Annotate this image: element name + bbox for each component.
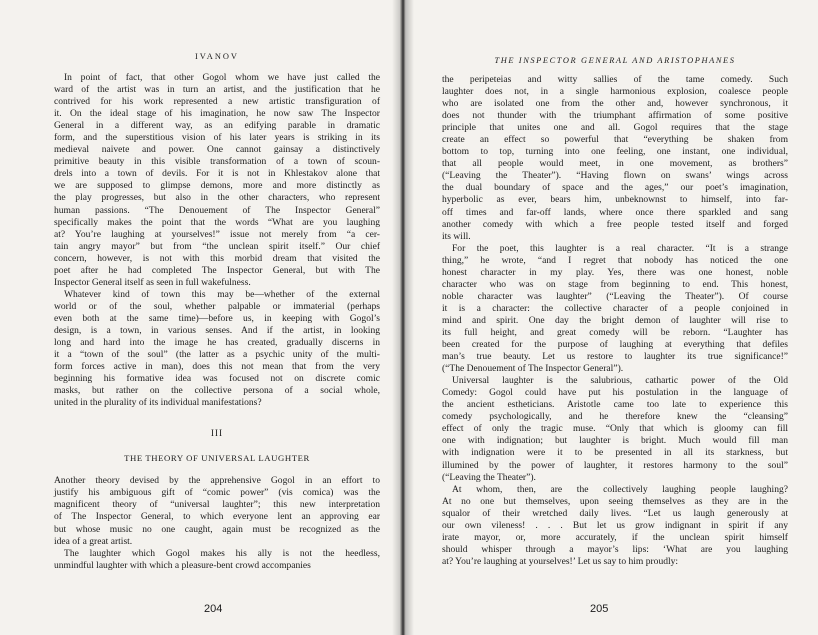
paragraph	[442, 375, 788, 483]
text-line: off times and far-off lands, where once there sparkled and sang	[442, 206, 788, 218]
left-page-body-continued	[54, 475, 380, 571]
text-line: with indignation were it to be presented in all its starkness, but	[442, 447, 788, 459]
text-line: drels into a town of devils. For it is not in Khlestakov alone that	[54, 168, 380, 180]
text-line: form, and the superstitious vision of his later years is striking in its	[54, 132, 380, 144]
text-line: human passions. “The Denouement of The Inspector General”	[54, 204, 380, 216]
text-line: poet after he had completed The Inspector General, but with The	[54, 264, 380, 276]
paragraph	[54, 289, 380, 409]
text-line: At no one but themselves, upon seeing themselves as they are in the	[442, 495, 788, 507]
running-head-right: THE INSPECTOR GENERAL AND ARISTOPHANES	[494, 56, 736, 65]
text-line: the peripeteias and witty sallies of the tame comedy. Such	[442, 74, 788, 85]
text-line: concern, however, is not with this morbid dream that visited the	[54, 252, 380, 264]
text-line: at? You’re laughing at yourselves!” issue not merely from “a cer-	[54, 228, 380, 240]
text-line: noble character was laughter” (“Leaving the Theater”). Of course	[442, 290, 788, 302]
text-line: another comedy with which a free people tested itself and forged	[442, 218, 788, 230]
text-line: the dual boundary of space and the ages,” our poet’s imagination,	[442, 182, 788, 194]
text-line: does not thunder with the triumphant affirmation of some positive	[442, 110, 788, 122]
text-line: design, is a town, in various senses. And if the artist, in looking	[54, 324, 380, 336]
text-line: masks, but rather on the collective persona of a social whole,	[54, 385, 380, 397]
text-line: specifically makes the point that the words “What are you laughing	[54, 216, 380, 228]
text-line: In point of fact, that other Gogol whom we have just called the	[64, 72, 380, 83]
left-page-body	[54, 72, 380, 409]
text-line: should whisper through a mayor’s lips: ‘What are you laughing	[442, 543, 788, 555]
text-line: illumined by the power of laughter, it restores harmony to the soul”	[442, 459, 788, 471]
text-line: its will.	[442, 230, 471, 242]
text-line: ward of the artist was in turn an artist, and the justification that he	[54, 84, 380, 96]
text-line: primitive beauty in this visible transformation of a town of scoun-	[54, 156, 380, 168]
text-line: the play progresses, but also in the other characters, who represent	[54, 192, 380, 204]
text-line: beginning his formative idea was focused not on discrete comic	[54, 373, 380, 385]
text-line: honest character in my play. Yes, there was one honest, noble	[442, 266, 788, 278]
paragraph	[442, 484, 788, 568]
text-line: laughter does not, in a single harmonious explosion, coalesce people	[442, 86, 788, 98]
text-line: principle that unites one and all. Gogol requires that the stage	[442, 122, 788, 134]
page-number-right: 205	[590, 603, 609, 615]
text-line: who are isolated one from the other and, however synchronous, it	[442, 98, 788, 110]
text-line: contrived for his work represented a new artistic transfiguration of	[54, 96, 380, 108]
text-line: The laughter which Gogol makes his ally is not the heedless,	[64, 547, 380, 559]
page-number-left: 204	[204, 603, 223, 615]
text-line: comedy psychologically, and he therefore knew the “cleansing”	[442, 411, 788, 423]
text-line: been created for the purpose of laughing at everything that defiles	[442, 339, 788, 351]
text-line: mind and spirit. One day the bright demon of laughter will rise to	[442, 314, 788, 326]
text-line: long and hard into the image he has created, gradually discerns in	[54, 337, 380, 349]
text-line: (“Leaving the Theater”). “Having flown on swans’ wings across	[442, 170, 788, 182]
text-line: tain angry mayor” but from “the unclean spirit itself.” Our chief	[54, 240, 380, 252]
text-line: hyperbolic as ever, bears him, unbeknownst to himself, into far-	[442, 194, 788, 206]
text-line: effect of only the tragic muse. “Only that which is gloomy can fill	[442, 423, 788, 435]
text-line: even both at the same time)—before us, in keeping with Gogol’s	[54, 312, 380, 324]
text-line: form forces active in man), does this not mean that from the very	[54, 361, 380, 373]
text-line: squalor of their wretched daily lives. “Let us laugh generously at	[442, 507, 788, 519]
paragraph	[442, 74, 788, 243]
text-line: Universal laughter is the salubrious, cathartic power of the Old	[452, 375, 788, 387]
text-line: At whom, then, are the collectively laughing people laughing?	[452, 483, 788, 495]
paragraph	[54, 548, 380, 572]
text-line: idea of a great artist.	[54, 535, 133, 547]
left-page	[0, 0, 400, 635]
text-line: justify his ambiguous gift of “comic power” (vis comica) was the	[54, 487, 380, 499]
text-line: General in a different way, as an edifying parable in dramatic	[54, 120, 380, 132]
paragraph	[54, 72, 380, 289]
text-line: man’s true beauty. Let us restore to laughter its true significance!”	[442, 351, 788, 363]
text-line: For the poet, this laughter is a real character. “It is a strange	[452, 242, 788, 254]
text-line: bottom to top, turning into one feeling, one instant, one individual,	[442, 146, 788, 158]
text-line: medieval naivete and power. One cannot gainsay a distinctively	[54, 144, 380, 156]
text-line: Comedy: Gogol could have put his postulation in the language of	[442, 387, 788, 399]
text-line: at? You’re laughing at yourselves!’ Let us say to him proudly:	[442, 555, 679, 567]
text-line: its full height, and great comedy will be reborn. “Laughter has	[442, 326, 788, 338]
text-line: (“Leaving the Theater”).	[442, 471, 536, 483]
text-line: Whatever kind of town this may be—whether of the external	[64, 288, 380, 300]
text-line: our own vileness! . . . But let us grow indignant in spirit if any	[442, 519, 788, 531]
text-line: world or of the soul, whether palpable or immaterial (perhaps	[54, 300, 380, 312]
running-head-left: IVANOV	[195, 52, 239, 61]
text-line: thing,” he wrote, “and I regret that nobody has noticed the one	[442, 254, 788, 266]
text-line: irate mayor, or, more accurately, if the unclean spirit himself	[442, 531, 788, 543]
text-line: it is a character: the collective character of a people conjoined in	[442, 302, 788, 314]
text-line: it. On the ideal stage of his imagination, he now saw The Inspector	[54, 108, 380, 120]
paragraph	[54, 475, 380, 547]
text-line: it a “town of the soul” (the latter as a psychic unity of the multi-	[54, 349, 380, 361]
text-line: one with indignation; but laughter is bright. Much would fill man	[442, 435, 788, 447]
text-line: we are supposed to glimpse demons, more and more distinctly as	[54, 180, 380, 192]
right-page	[402, 0, 818, 635]
text-line: of The Inspector General, to which everyone lent an approving ear	[54, 511, 380, 523]
book-gutter	[392, 0, 414, 635]
text-line: but whose music no one caught, again must be recognized as the	[54, 523, 380, 535]
text-line: character who was on stage from beginning to end. This honest,	[442, 278, 788, 290]
section-title: THE THEORY OF UNIVERSAL LAUGHTER	[124, 453, 310, 464]
section-number: III	[210, 429, 224, 440]
text-line: the ancient estheticians. Aristotle came too late to experience this	[442, 399, 788, 411]
text-line: magnificent theory of “universal laughter”; this new interpretation	[54, 499, 380, 511]
right-page-body	[442, 74, 788, 568]
text-line: create an effect so powerful that “everything be shaken from	[442, 134, 788, 146]
text-line: united in the plurality of its individual manifestations?	[54, 397, 262, 409]
text-line: (“The Denouement of The Inspector General”).	[442, 363, 624, 375]
text-line: that all people would meet, in one movement, as brothers”	[442, 158, 788, 170]
text-line: Another theory devised by the apprehensive Gogol in an effort to	[54, 475, 380, 487]
paragraph	[442, 243, 788, 376]
text-line: unmindful laughter with which a pleasure-bent crowd accompanies	[54, 559, 311, 571]
text-line: Inspector General itself as seen in full wakefulness.	[54, 276, 251, 288]
